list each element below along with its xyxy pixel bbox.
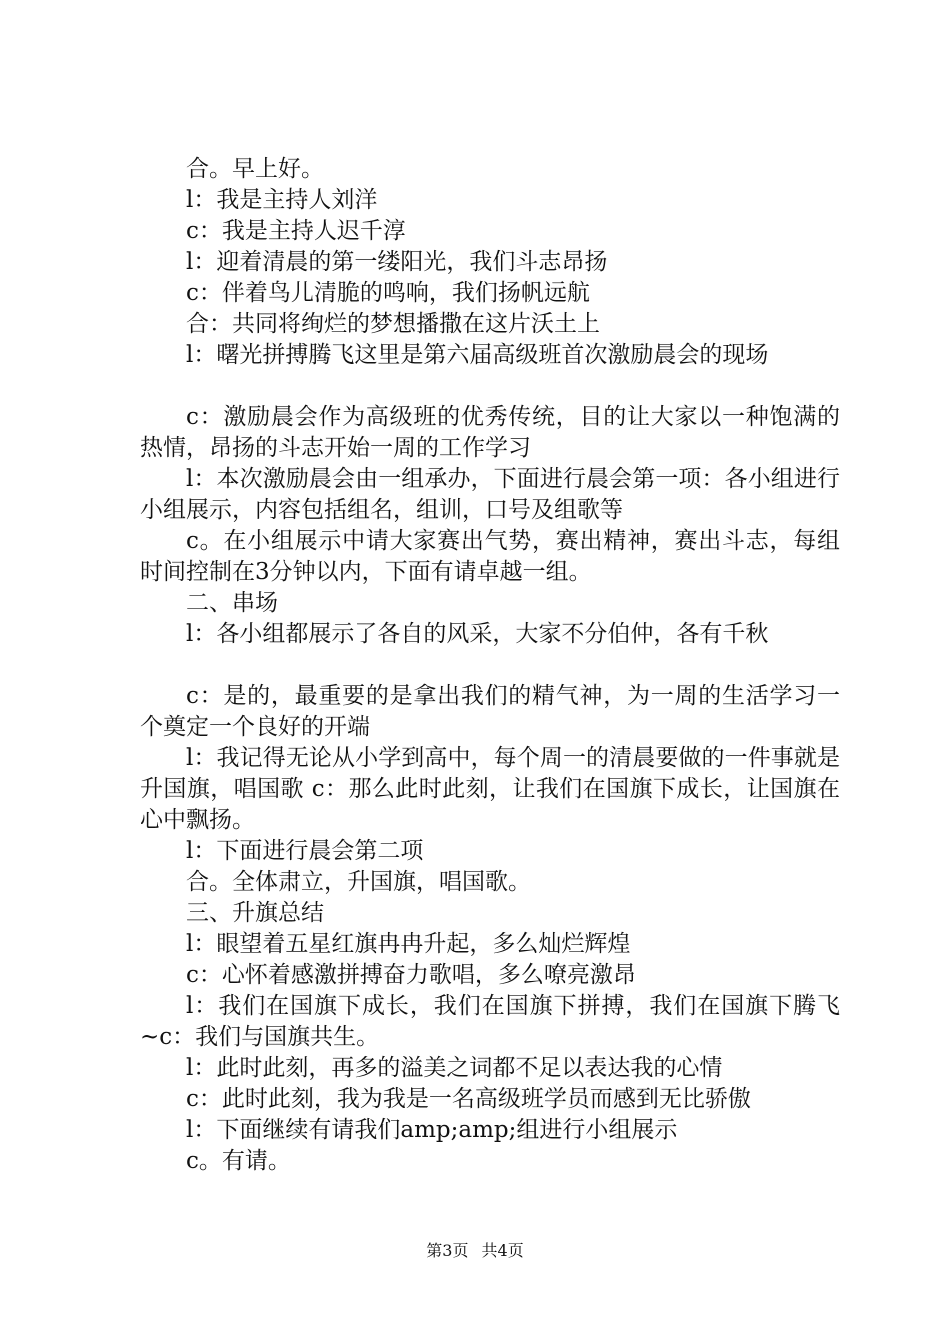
paragraph: l：眼望着五星红旗冉冉升起，多么灿烂辉煌 [186, 931, 631, 957]
paragraph: c：我是主持人迟千淳 [186, 218, 406, 244]
section-heading: 二、串场 [186, 590, 278, 616]
section-heading: 三、升旗总结 [186, 900, 324, 926]
paragraph: l：各小组都展示了各自的风采，大家不分伯仲，各有千秋 [186, 621, 769, 647]
paragraph: l：本次激励晨会由一组承办，下面进行晨会第一项：各小组进行小组展示，内容包括组名，组训，口号及组歌等 [140, 466, 840, 523]
page-total: 共4页 [481, 1241, 524, 1260]
page-number: 第3页 [426, 1241, 469, 1260]
paragraph: l：此时此刻，再多的溢美之词都不足以表达我的心情 [186, 1055, 723, 1081]
paragraph: l：我是主持人刘洋 [186, 187, 378, 213]
page-footer [0, 1240, 950, 1262]
paragraph: l：下面进行晨会第二项 [186, 838, 424, 864]
paragraph: c：伴着鸟儿清脆的鸣响，我们扬帆远航 [186, 280, 590, 306]
paragraph: l：曙光拼搏腾飞这里是第六届高级班首次激励晨会的现场 [186, 342, 769, 368]
paragraph: c。有请。 [186, 1148, 291, 1174]
paragraph: l：下面继续有请我们amp;amp;组进行小组展示 [186, 1117, 678, 1143]
paragraph: 合：共同将绚烂的梦想播撒在这片沃土上 [186, 311, 600, 337]
paragraph: 合。早上好。 [186, 156, 324, 182]
paragraph: l：我记得无论从小学到高中，每个周一的清晨要做的一件事就是升国旗，唱国歌 c：那么此时此刻，让我们在国旗下成长，让国旗在心中飘扬。 [140, 745, 840, 833]
paragraph: l：我们在国旗下成长，我们在国旗下拼搏，我们在国旗下腾飞~c：我们与国旗共生。 [140, 993, 840, 1050]
paragraph: c：是的，最重要的是拿出我们的精气神，为一周的生活学习一个奠定一个良好的开端 [140, 683, 840, 740]
document-body [140, 154, 840, 1177]
paragraph: 合。全体肃立，升国旗，唱国歌。 [186, 869, 531, 895]
paragraph: c：心怀着感激拼搏奋力歌唱，多么嘹亮激昂 [186, 962, 636, 988]
paragraph: c：激励晨会作为高级班的优秀传统，目的让大家以一种饱满的热情，昂扬的斗志开始一周的工作学习 [140, 404, 840, 461]
paragraph: c。在小组展示中请大家赛出气势，赛出精神，赛出斗志，每组时间控制在3分钟以内，下面有请卓越一组。 [140, 528, 840, 585]
paragraph: l：迎着清晨的第一缕阳光，我们斗志昂扬 [186, 249, 608, 275]
paragraph: c：此时此刻，我为我是一名高级班学员而感到无比骄傲 [186, 1086, 751, 1112]
